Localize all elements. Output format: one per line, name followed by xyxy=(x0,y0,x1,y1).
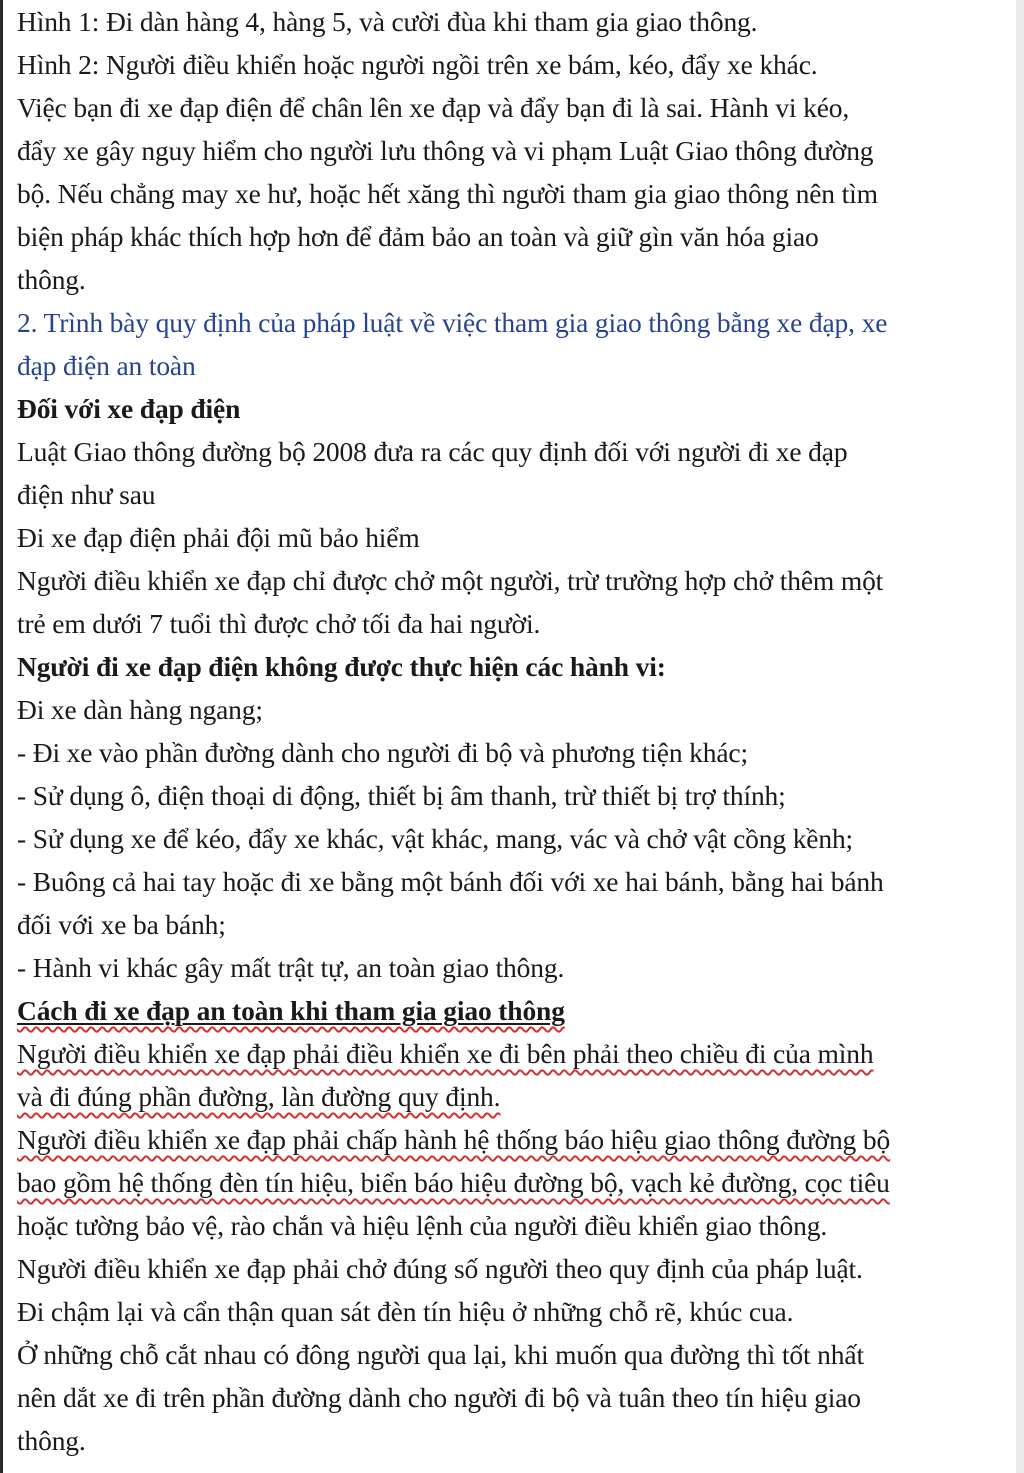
list-item: - Sử dụng ô, điện thoại di động, thiết bị âm thanh, trừ thiết bị trợ thính; xyxy=(17,780,786,811)
list-item: - Hành vi khác gây mất trật tự, an toàn giao thông. xyxy=(17,952,565,983)
paragraph-text: Người điều khiển xe đạp phải chấp hành hệ thống báo hiệu giao thông đường bộ xyxy=(17,1124,891,1155)
paragraph-line: trẻ em dưới 7 tuổi thì được chở tối đa hai người. xyxy=(17,608,541,639)
paragraph-line: biện pháp khác thích hợp hơn để đảm bảo an toàn và giữ gìn văn hóa giao xyxy=(17,221,819,252)
paragraph-line: nên dắt xe đi trên phần đường dành cho người đi bộ và tuân theo tín hiệu giao xyxy=(17,1382,861,1413)
list-item: đối với xe ba bánh; xyxy=(17,909,226,940)
list-item: - Buông cả hai tay hoặc đi xe bằng một bánh đối với xe hai bánh, bằng hai bánh xyxy=(17,866,884,897)
paragraph-line: Đi chậm lại và cẩn thận quan sát đèn tín hiệu ở những chỗ rẽ, khúc cua. xyxy=(17,1296,794,1327)
subheading: Đối với xe đạp điện xyxy=(17,393,241,424)
paragraph-line: Người điều khiển xe đạp phải chở đúng số người theo quy định của pháp luật. xyxy=(17,1253,863,1284)
section-heading: đạp điện an toàn xyxy=(17,350,196,381)
list-item: Đi xe dàn hàng ngang; xyxy=(17,694,263,725)
paragraph-line: Hình 2: Người điều khiển hoặc người ngồi trên xe bám, kéo, đẩy xe khác. xyxy=(17,49,818,80)
paragraph-line: Việc bạn đi xe đạp điện để chân lên xe đạp và đẩy bạn đi là sai. Hành vi kéo, xyxy=(17,92,850,123)
paragraph-text: Người điều khiển xe đạp phải điều khiển xe đi bên phải theo chiều đi của mình xyxy=(17,1038,874,1069)
paragraph-line xyxy=(17,1034,873,1074)
subheading-text: Cách đi xe đạp an toàn khi tham gia giao thông xyxy=(17,995,565,1026)
paragraph-line: hoặc tường bảo vệ, rào chắn và hiệu lệnh của người điều khiển giao thông. xyxy=(17,1210,828,1241)
left-border xyxy=(0,0,3,1473)
paragraph-line: đẩy xe gây nguy hiểm cho người lưu thông và vi phạm Luật Giao thông đường xyxy=(17,135,874,166)
list-item: - Sử dụng xe để kéo, đẩy xe khác, vật khác, mang, vác và chở vật cồng kềnh; xyxy=(17,823,854,854)
paragraph-line xyxy=(17,1120,890,1160)
paragraph-line: Hình 1: Đi dàn hàng 4, hàng 5, và cười đùa khi tham gia giao thông. xyxy=(17,6,758,37)
paragraph-line: điện như sau xyxy=(17,479,156,510)
paragraph-line: thông. xyxy=(17,264,86,295)
subheading: Người đi xe đạp điện không được thực hiện các hành vi: xyxy=(17,651,666,682)
paragraph-line: Người điều khiển xe đạp chỉ được chở một người, trừ trường hợp chở thêm một xyxy=(17,565,884,596)
paragraph-line: bộ. Nếu chẳng may xe hư, hoặc hết xăng thì người tham gia giao thông nên tìm xyxy=(17,178,878,209)
paragraph-text: và đi đúng phần đường, làn đường quy định. xyxy=(17,1081,501,1112)
paragraph-line: Ở những chỗ cắt nhau có đông người qua lại, khi muốn qua đường thì tốt nhất xyxy=(17,1339,864,1370)
list-item: - Đi xe vào phần đường dành cho người đi bộ và phương tiện khác; xyxy=(17,737,748,768)
paragraph-line xyxy=(17,1077,500,1117)
paragraph-text: bao gồm hệ thống đèn tín hiệu, biển báo hiệu đường bộ, vạch kẻ đường, cọc tiêu xyxy=(17,1167,890,1198)
paragraph-line: Đi xe đạp điện phải đội mũ bảo hiểm xyxy=(17,522,420,553)
subheading xyxy=(17,991,565,1031)
paragraph-line xyxy=(17,1163,890,1203)
paragraph-line: thông. xyxy=(17,1425,86,1456)
paragraph-line: Luật Giao thông đường bộ 2008 đưa ra các quy định đối với người đi xe đạp xyxy=(17,436,848,467)
right-border xyxy=(1016,0,1024,1473)
section-heading: 2. Trình bày quy định của pháp luật về việc tham gia giao thông bằng xe đạp, xe xyxy=(17,307,888,338)
